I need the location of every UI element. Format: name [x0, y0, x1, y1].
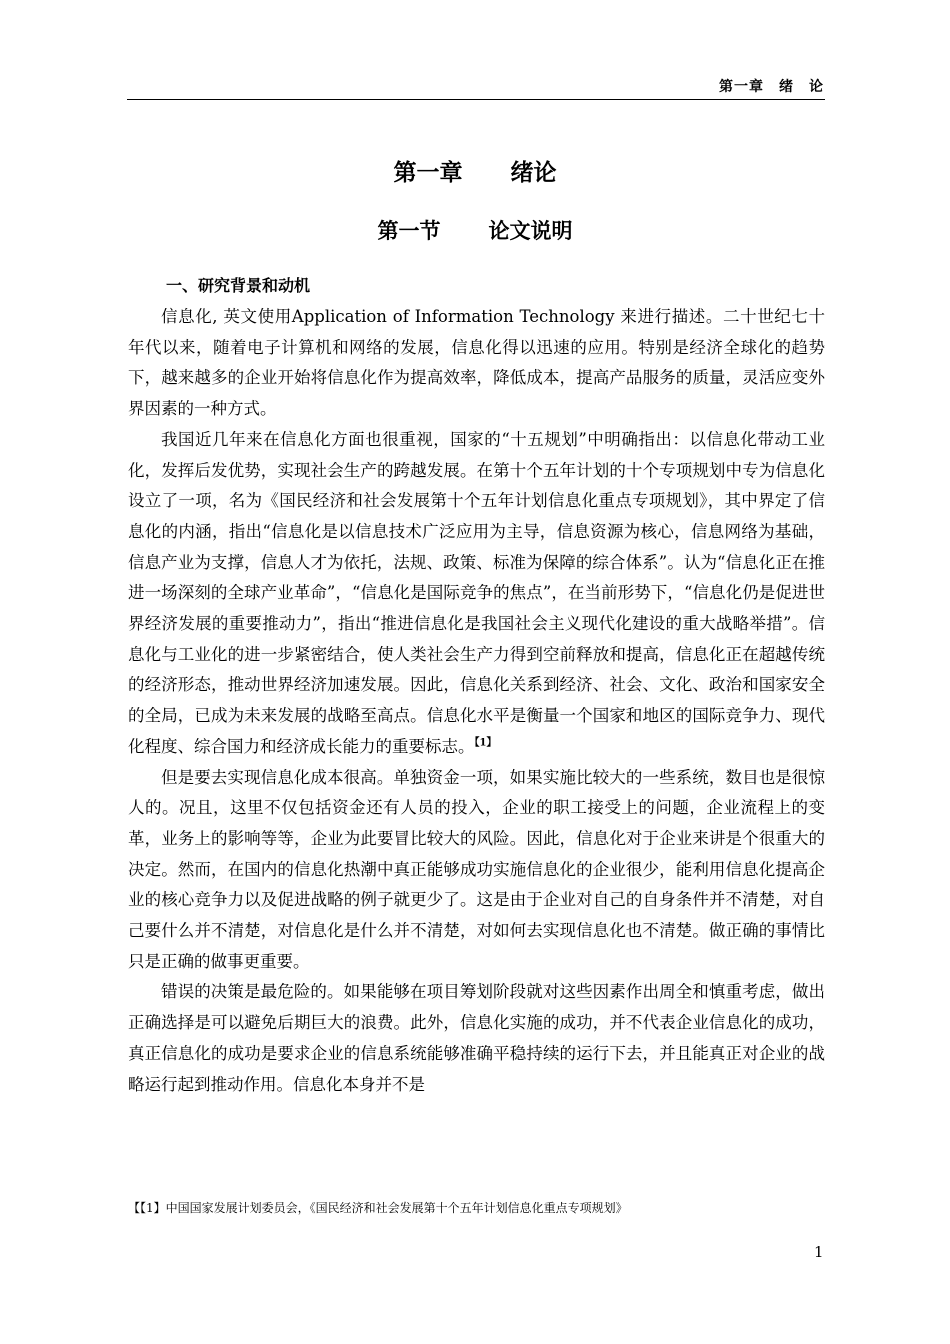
running-header: 第一章 绪 论	[719, 79, 824, 95]
page-number: 1	[814, 1243, 824, 1261]
paragraph-1: 信息化, 英文使用Application of Information Technology 来进行描述。二十世纪七十年代以来，随着电子计算机和网络的发展，信息化得以迅速的应用。特别是经济全球化的趋势下，越来越多的企业开始将信息化作为提高效率，降低成本，提高产品服务的质量，灵活应变外界因素的一种方式。	[128, 307, 825, 419]
section-name: 论文说明	[488, 219, 573, 243]
citation-mark[interactable]: 【1】	[474, 737, 497, 749]
footnote: 【【1】中国国家发展计划委员会，《国民经济和社会发展第十个五年计划信息化重点专项规划》	[128, 1201, 628, 1215]
section-title	[0, 215, 950, 245]
chapter-number: 第一章	[393, 160, 463, 186]
paragraph-3: 但是要去实现信息化成本很高。单独资金一项，如果实施比较大的一些系统，数目也是很惊人的。况且，这里不仅包括资金还有人员的投入，企业的职工接受上的问题，企业流程上的变革，业务上的影响等等，企业为此要冒比较大的风险。因此，信息化对于企业来讲是个很重大的决定。然而，在国内的信息化热潮中真正能够成功实施信息化的企业很少，能利用信息化提高企业的核心竞争力以及促进战略的例子就更少了。这是由于企业对自己的自身条件并不清楚，对自己要什么并不清楚，对信息化是什么并不清楚，对如何去实现信息化也不清楚。做正确的事情比只是正确的做事更重要。	[128, 767, 825, 971]
body-text	[128, 302, 825, 1100]
chapter-title	[0, 154, 950, 187]
paragraph-4: 错误的决策是最危险的。如果能够在项目筹划阶段就对这些因素作出周全和慎重考虑，做出正确选择是可以避免后期巨大的浪费。此外，信息化实施的成功，并不代表企业信息化的成功，真正信息化的成功是要求企业的信息系统能够准确平稳持续的运行下去，并且能真正对企业的战略运行起到推动作用。信息化本身并不是	[128, 982, 825, 1094]
section-number: 第一节	[377, 219, 441, 243]
chapter-name: 绪论	[510, 160, 557, 186]
paragraph-2-text: 我国近几年来在信息化方面也很重视，国家的“十五规划”中明确指出：以信息化带动工业化，发挥后发优势，实现社会生产的跨越发展。在第十个五年计划的十个专项规划中专为信息化设立了一项，名为《国民经济和社会发展第十个五年计划信息化重点专项规划》，其中界定了信息化的内涵，指出“信息化是以信息技术广泛应用为主导，信息资源为核心，信息网络为基础，信息产业为支撑，信息人才为依托，法规、政策、标准为保障的综合体系”。认为“信息化正在推进一场深刻的全球产业革命”，“信息化是国际竞争的焦点”，在当前形势下，“信息化仍是促进世界经济发展的重要推动力”，指出“推进信息化是我国社会主义现代化建设的重大战略举措”。信息化与工业化的进一步紧密结合，使人类社会生产力得到空前释放和提高，信息化正在超越传统的经济形态，推动世界经济加速发展。因此，信息化关系到经济、社会、文化、政治和国家安全的全局，已成为未来发展的战略至高点。信息化水平是衡量一个国家和地区的国际竞争力、现代化程度、综合国力和经济成长能力的重要标志。	[128, 429, 825, 756]
paragraph-2	[128, 425, 825, 763]
header-rule	[127, 99, 825, 100]
subsection-title: 一、研究背景和动机	[166, 276, 311, 295]
